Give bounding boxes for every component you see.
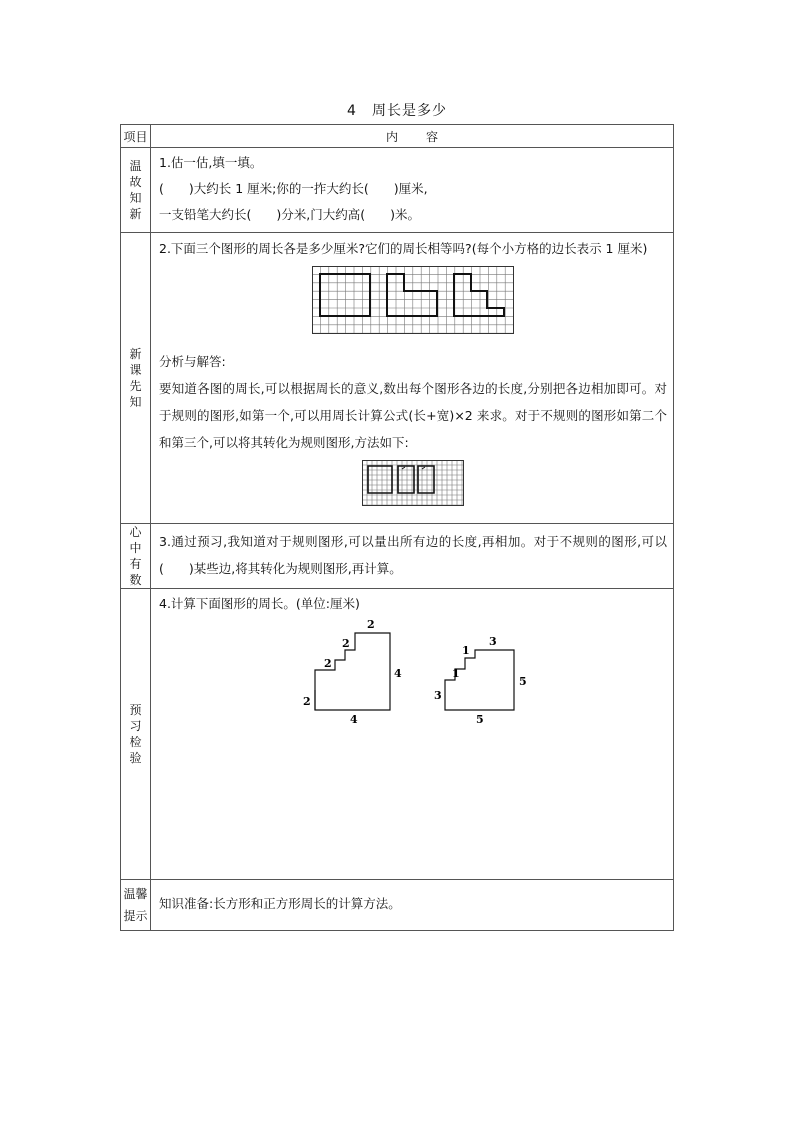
- new-lesson-label: [121, 233, 151, 524]
- label-char: 验: [129, 751, 142, 765]
- check-question: 4.计算下面图形的周长。(单位:厘米): [159, 596, 360, 611]
- check-row: [121, 589, 674, 880]
- review-line-2: ( )大约长 1 厘米;你的一拃大约长( )厘米,: [159, 181, 428, 196]
- label-char: 中: [129, 541, 142, 555]
- label-char: 课: [129, 363, 142, 377]
- review-question: 1.估一估,填一填。: [159, 155, 263, 170]
- shape2-label-left: 3: [434, 689, 442, 702]
- shape2-label-bottom: 5: [476, 713, 484, 726]
- shape2-label-top: 3: [489, 635, 497, 648]
- new-lesson-row: [121, 233, 674, 524]
- summary-content: [151, 524, 674, 589]
- header-content-char-2: 容: [426, 129, 439, 144]
- page-title: 4 周长是多少: [347, 103, 447, 119]
- shape1-label-step-upper: 2: [342, 637, 350, 650]
- analysis-body: 要知道各图的周长,可以根据周长的意义,数出每个图形各边的长度,分别把各边相加即可。对于规则的图形,如第一个,可以用周长计算公式(长+宽)×2 来求。对于不规则的图形如第二个和第三个,可以将其转化为规则图形,方法如下:: [159, 381, 667, 450]
- label-char: 检: [129, 735, 142, 749]
- shape2-label-step-lower: 1: [452, 667, 460, 680]
- preview-worksheet-table: [120, 124, 674, 931]
- shape1-label-right: 4: [394, 667, 402, 680]
- shape1-label-step-lower: 2: [324, 657, 332, 670]
- table-header-row: [121, 125, 674, 148]
- label-char: 新: [129, 207, 142, 221]
- label-char: 数: [129, 573, 142, 587]
- header-content-char-1: 内: [385, 129, 398, 144]
- label-char: 心: [129, 525, 142, 539]
- label-char: 知: [129, 395, 142, 409]
- label-text: 提示: [123, 909, 148, 923]
- grid-figure-transformed: [362, 460, 464, 506]
- label-char: 预: [129, 703, 142, 717]
- label-char: 有: [129, 557, 142, 571]
- grid-question: 2.下面三个图形的周长各是多少厘米?它们的周长相等吗?(每个小方格的边长表示 1 厘米): [159, 241, 648, 256]
- shape-1-outline: [315, 633, 390, 710]
- review-line-3: 一支铅笔大约长( )分米,门大约高( )米。: [159, 207, 420, 222]
- header-item: 项目: [121, 125, 151, 148]
- summary-label: [121, 524, 151, 589]
- check-content: [151, 589, 674, 880]
- label-text: 温馨: [123, 887, 148, 901]
- shape2-label-step-upper: 1: [462, 644, 470, 657]
- review-content: [151, 148, 674, 233]
- review-row: [121, 148, 674, 233]
- analysis-title: 分析与解答:: [159, 354, 226, 369]
- header-content: [151, 125, 674, 148]
- grid-figure-three-shapes: [312, 266, 514, 334]
- tips-text: 知识准备:长方形和正方形周长的计算方法。: [159, 896, 401, 911]
- label-char: 习: [129, 719, 142, 733]
- perimeter-shapes: [289, 617, 549, 727]
- label-char: 知: [129, 191, 142, 205]
- check-label: [121, 589, 151, 880]
- shape2-label-right: 5: [519, 675, 527, 688]
- summary-row: [121, 524, 674, 589]
- tips-content: [151, 880, 674, 931]
- shape1-label-left: 2: [303, 695, 311, 708]
- shape1-label-top: 2: [367, 618, 375, 631]
- new-lesson-content: [151, 233, 674, 524]
- shape-2-outline: [445, 650, 514, 710]
- tips-label: [121, 880, 151, 931]
- shape1-label-bottom: 4: [350, 713, 358, 726]
- label-char: 新: [129, 347, 142, 361]
- review-label: [121, 148, 151, 233]
- summary-text: 3.通过预习,我知道对于规则图形,可以量出所有边的长度,再相加。对于不规则的图形,可以( )某些边,将其转化为规则图形,再计算。: [159, 534, 667, 576]
- label-char: 先: [129, 379, 142, 393]
- label-char: 温: [129, 159, 142, 173]
- tips-row: [121, 880, 674, 931]
- label-char: 故: [129, 175, 142, 189]
